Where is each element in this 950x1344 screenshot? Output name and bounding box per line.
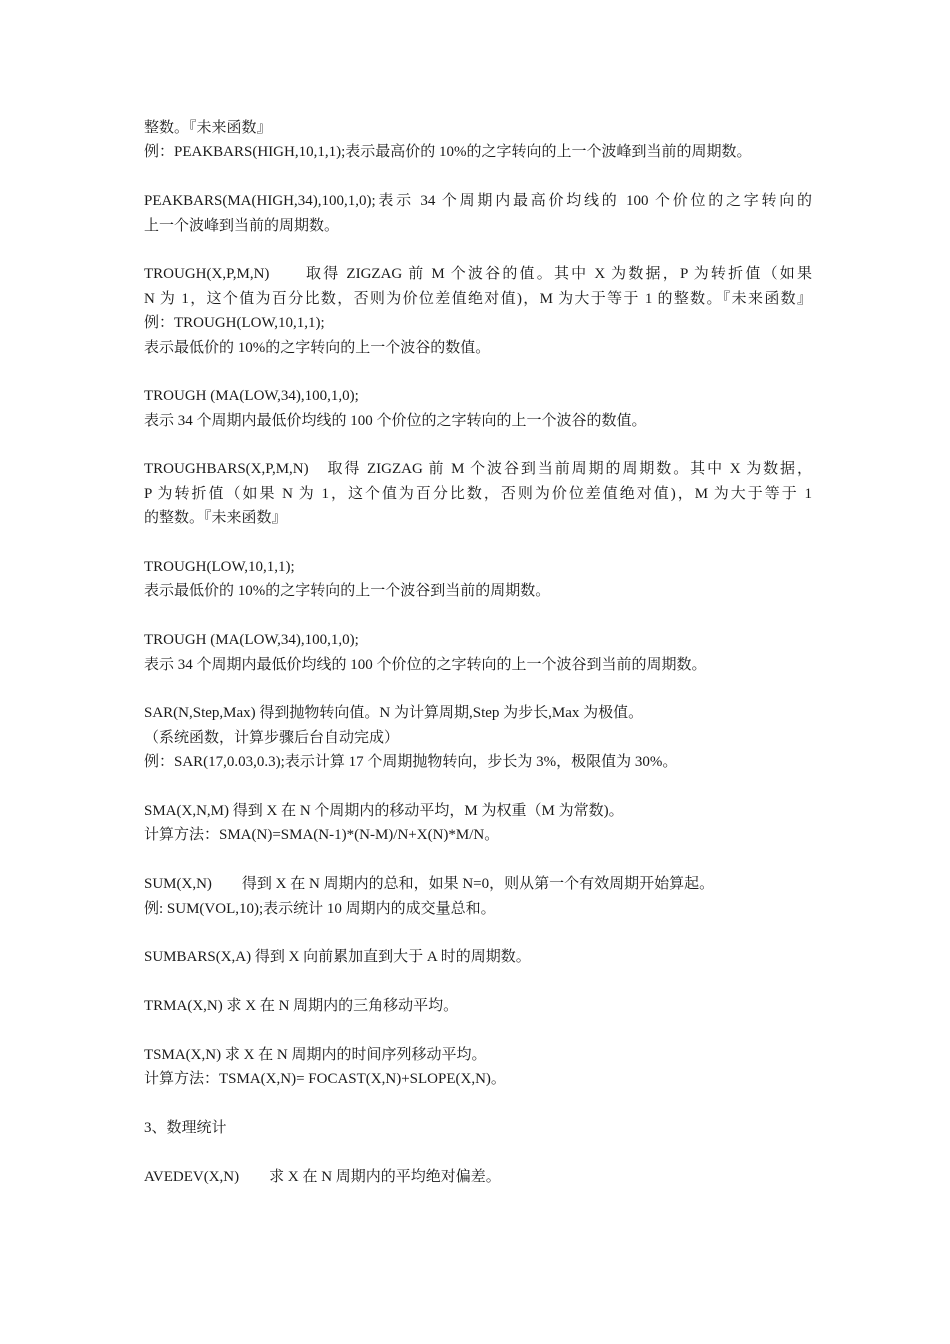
blank-line [144, 677, 812, 701]
text-line: AVEDEV(X,N) 求 X 在 N 周期内的平均绝对偏差。 [144, 1168, 501, 1185]
text-line: 表示 34 个周期内最低价均线的 100 个价位的之字转向的上一个波谷的数值。 [144, 412, 647, 429]
text-line: SUM(X,N) 得到 X 在 N 周期内的总和，如果 N=0，则从第一个有效周期开始算起。 [144, 876, 715, 893]
section-heading: 3、数理统计 [144, 1120, 227, 1137]
blank-line [144, 848, 812, 872]
text-line: SUMBARS(X,A) 得到 X 向前累加直到大于 A 时的周期数。 [144, 949, 531, 966]
blank-line [144, 921, 812, 945]
text-line: TSMA(X,N) 求 X 在 N 周期内的时间序列移动平均。 [144, 1046, 487, 1063]
blank-line [144, 238, 812, 262]
blank-line [144, 360, 812, 384]
blank-line [144, 1092, 812, 1116]
text-line: TRMA(X,N) 求 X 在 N 周期内的三角移动平均。 [144, 998, 459, 1015]
text-line: N 为 1，这个值为百分比数，否则为价位差值绝对值)，M 为大于等于 1 的整数。『未来函数』 [144, 290, 812, 307]
text-line: 表示 34 个周期内最低价均线的 100 个价位的之字转向的上一个波谷到当前的周期数。 [144, 656, 707, 673]
text-line: 例：PEAKBARS(HIGH,10,1,1);表示最高价的 10%的之字转向的上一个波峰到当前的周期数。 [144, 144, 752, 161]
blank-line [144, 775, 812, 799]
text-line: SMA(X,N,M) 得到 X 在 N 个周期内的移动平均，M 为权重（M 为常数)。 [144, 802, 624, 819]
text-line: 表示最低价的 10%的之字转向的上一个波谷的数值。 [144, 339, 491, 356]
text-line: 例：SAR(17,0.03,0.3);表示计算 17 个周期抛物转向，步长为 3%，极限值为 30%。 [144, 754, 678, 771]
text-line: 上一个波峰到当前的周期数。 [144, 217, 340, 234]
text-line: 的整数。『未来函数』 [144, 510, 287, 527]
blank-line [144, 1140, 812, 1164]
blank-line [144, 604, 812, 628]
blank-line [144, 970, 812, 994]
text-line: PEAKBARS(MA(HIGH,34),100,1,0);表示 34 个周期内最高价均线的 100 个价位的之字转向的 [144, 193, 812, 210]
text-line: SAR(N,Step,Max) 得到抛物转向值。N 为计算周期,Step 为步长,Max 为极值。 [144, 705, 644, 722]
blank-line [144, 433, 812, 457]
text-line: TROUGHBARS(X,P,M,N) 取得 ZIGZAG 前 M 个波谷到当前周期的周期数。其中 X 为数据， [144, 461, 812, 478]
blank-line [144, 165, 812, 189]
blank-line [144, 1018, 812, 1042]
text-line: TROUGH (MA(LOW,34),100,1,0); [144, 632, 359, 649]
text-line: 例：TROUGH(LOW,10,1,1); [144, 315, 325, 332]
text-line: 例: SUM(VOL,10);表示统计 10 周期内的成交量总和。 [144, 900, 496, 917]
text-line: 计算方法：TSMA(X,N)= FOCAST(X,N)+SLOPE(X,N)。 [144, 1071, 506, 1088]
text-line: （系统函数，计算步骤后台自动完成） [144, 729, 400, 746]
blank-line [144, 531, 812, 555]
text-line: 表示最低价的 10%的之字转向的上一个波谷到当前的周期数。 [144, 583, 551, 600]
text-line: TROUGH(LOW,10,1,1); [144, 559, 295, 576]
document-page [144, 116, 812, 1189]
text-line: P 为转折值（如果 N 为 1，这个值为百分比数，否则为价位差值绝对值)，M 为大于等于 1 [144, 485, 812, 502]
text-line: 计算方法：SMA(N)=SMA(N-1)*(N-M)/N+X(N)*M/N。 [144, 827, 500, 844]
text-line: 整数。『未来函数』 [144, 120, 272, 136]
text-line: TROUGH (MA(LOW,34),100,1,0); [144, 388, 359, 405]
text-line: TROUGH(X,P,M,N) 取得 ZIGZAG 前 M 个波谷的值。其中 X 为数据，P 为转折值（如果 [144, 266, 812, 283]
